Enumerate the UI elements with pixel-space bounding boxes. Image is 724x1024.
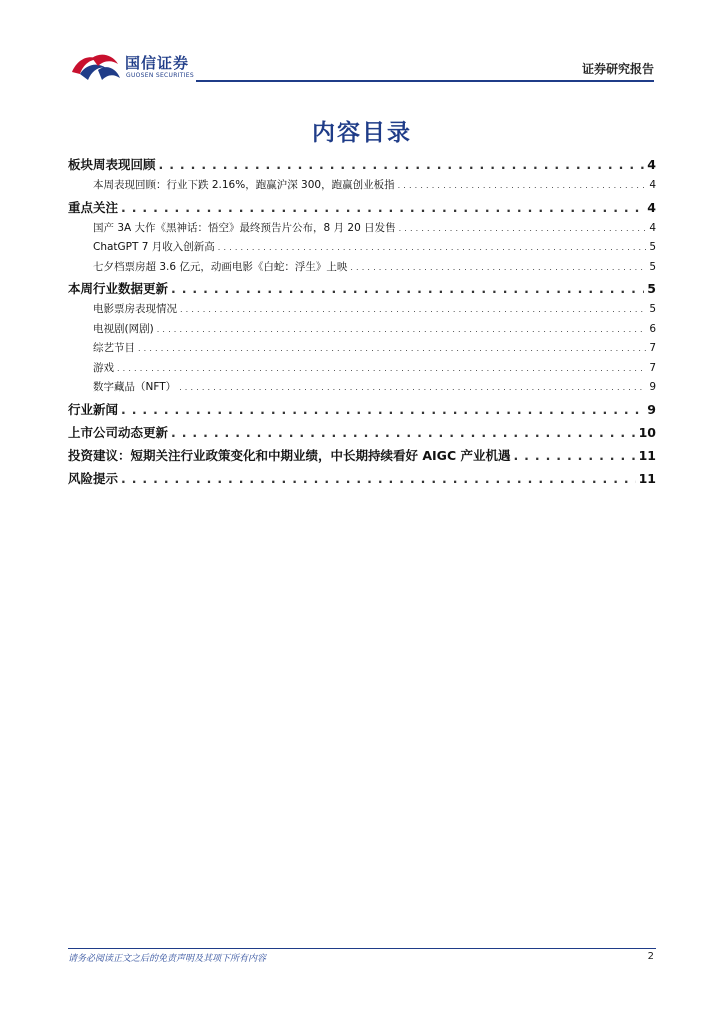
toc-entry-section[interactable] [68, 153, 656, 176]
table-of-contents [68, 153, 656, 490]
toc-entry-subsection[interactable] [68, 320, 656, 340]
toc-dot-leader [513, 444, 635, 467]
toc-entry-page: 5 [649, 241, 656, 253]
toc-entry-section[interactable] [68, 398, 656, 421]
toc-dot-leader [180, 300, 646, 320]
toc-entry-subsection[interactable] [68, 258, 656, 278]
toc-entry-title: 本周行业数据更新 [68, 281, 169, 296]
footer-disclaimer: 请务必阅读正文之后的免责声明及其项下所有内容 [68, 954, 267, 964]
toc-dot-leader [159, 153, 645, 176]
toc-dot-leader [121, 398, 644, 421]
toc-entry-section[interactable] [68, 444, 656, 467]
toc-entry-page: 6 [649, 322, 656, 335]
toc-entry-title: 投资建议：短期关注行业政策变化和中期业绩，中长期持续看好 AIGC 产业机遇 [68, 447, 511, 463]
toc-entry-title: 电视剧(网剧) [93, 322, 154, 335]
logo-chinese-name: 国信证券 [125, 54, 190, 72]
report-type-label: 证券研究报告 [581, 62, 654, 76]
toc-entry-title: 七夕档票房超 3.6 亿元，动画电影《白蛇：浮生》上映 [93, 260, 348, 273]
toc-entry-section[interactable] [68, 196, 656, 219]
toc-dot-leader [117, 359, 646, 379]
toc-entry-title: 综艺节目 [93, 342, 135, 354]
toc-entry-subsection[interactable] [68, 339, 656, 359]
toc-entry-page: 9 [647, 401, 656, 417]
toc-entry-page: 10 [638, 424, 656, 440]
toc-dot-leader [399, 219, 647, 239]
toc-entry-page: 4 [647, 199, 656, 215]
toc-entry-title: 电影票房表现情况 [93, 303, 177, 315]
toc-entry-section[interactable] [68, 467, 656, 490]
toc-entry-subsection[interactable] [68, 238, 656, 258]
toc-entry-page: 4 [649, 179, 656, 191]
footer-divider [68, 948, 656, 949]
toc-entry-subsection[interactable] [68, 176, 656, 196]
toc-entry-title: 游戏 [93, 361, 114, 374]
toc-entry-page: 4 [649, 221, 656, 234]
toc-entry-subsection[interactable] [68, 359, 656, 379]
toc-entry-page: 5 [647, 281, 656, 296]
toc-entry-title: 本周表现回顾：行业下跌 2.16%，跑赢沪深 300，跑赢创业板指 [93, 179, 395, 191]
toc-entry-page: 11 [638, 470, 656, 486]
toc-dot-leader [398, 176, 647, 196]
page-number: 2 [647, 951, 654, 962]
toc-entry-page: 7 [649, 342, 656, 354]
toc-entry-page: 5 [649, 260, 656, 273]
toc-dot-leader [121, 196, 644, 219]
toc-entry-page: 5 [649, 303, 656, 315]
toc-entry-subsection[interactable] [68, 219, 656, 239]
logo-english-name: GUOSEN SECURITIES [126, 72, 195, 79]
guosen-logo [70, 50, 210, 86]
toc-title: 内容目录 [312, 120, 412, 146]
toc-entry-subsection[interactable] [68, 300, 656, 320]
toc-entry-title: 风险提示 [68, 470, 119, 486]
toc-dot-leader [171, 277, 644, 300]
toc-dot-leader [138, 339, 646, 359]
toc-dot-leader [157, 320, 647, 340]
toc-entry-title: 上市公司动态更新 [68, 424, 169, 440]
page-header [0, 0, 724, 90]
toc-entry-title: 行业新闻 [68, 401, 119, 417]
toc-dot-leader [218, 238, 647, 258]
toc-entry-title: 数字藏品（NFT） [93, 381, 177, 393]
toc-entry-page: 4 [647, 157, 656, 172]
toc-entry-page: 7 [649, 361, 656, 374]
toc-entry-section[interactable] [68, 277, 656, 300]
toc-entry-section[interactable] [68, 421, 656, 444]
guosen-logo-mark-icon [70, 50, 122, 84]
toc-dot-leader [179, 378, 646, 398]
header-divider [196, 80, 654, 82]
toc-entry-title: 板块周表现回顾 [68, 157, 156, 172]
toc-entry-subsection[interactable] [68, 378, 656, 398]
toc-entry-title: 重点关注 [68, 199, 119, 215]
toc-entry-title: 国产 3A 大作《黑神话：悟空》最终预告片公布，8 月 20 日发售 [93, 221, 396, 234]
toc-dot-leader [350, 258, 646, 278]
toc-entry-page: 11 [638, 447, 656, 463]
toc-entry-page: 9 [649, 381, 656, 393]
toc-entry-title: ChatGPT 7 月收入创新高 [93, 241, 215, 253]
toc-dot-leader [121, 467, 636, 490]
toc-dot-leader [171, 421, 636, 444]
